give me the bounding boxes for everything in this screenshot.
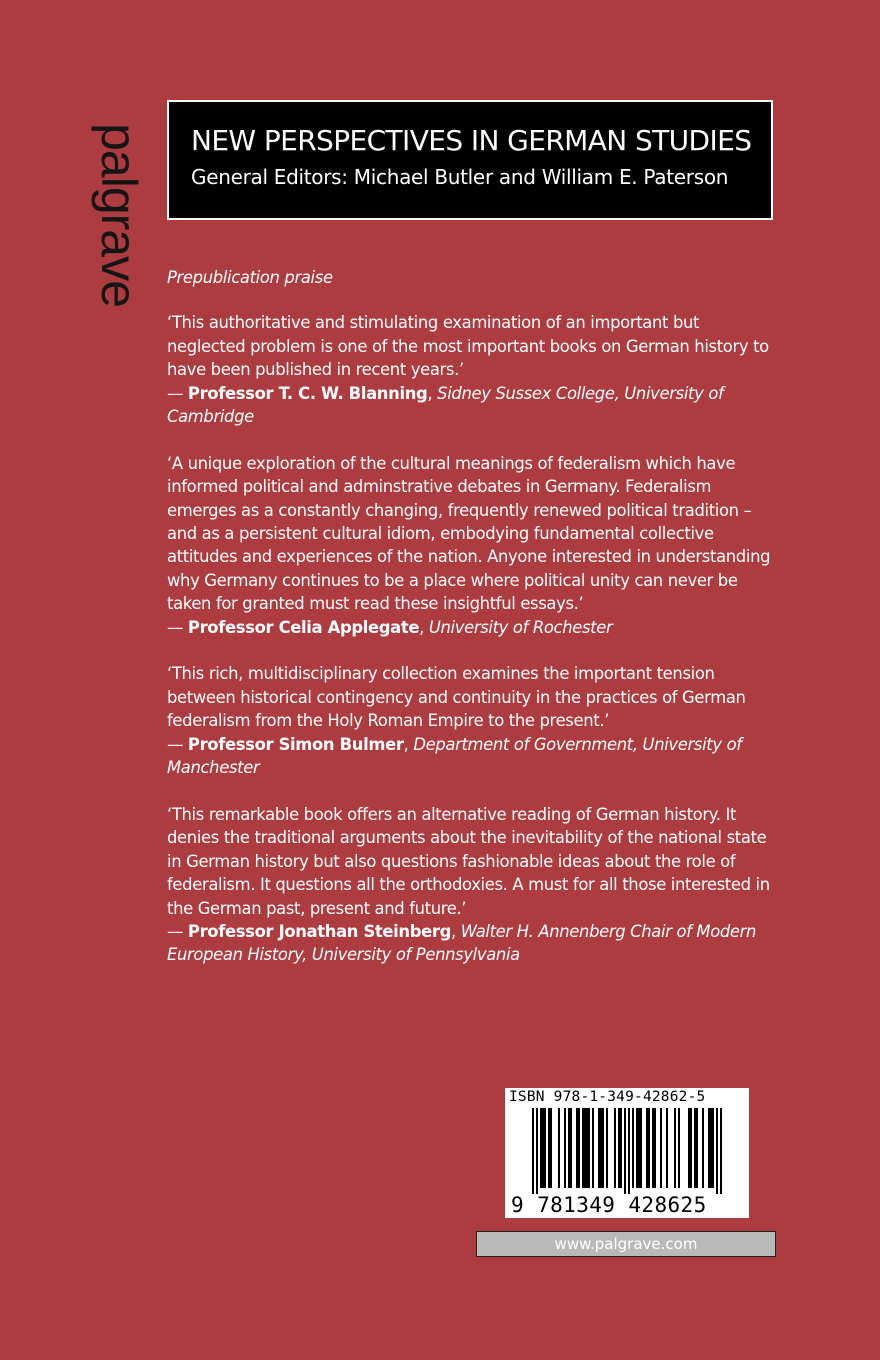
barcode-bar [586, 1108, 588, 1188]
attribution-name: Professor Jonathan Steinberg [187, 921, 452, 941]
barcode-bar [532, 1108, 534, 1194]
series-editors: General Editors: Michael Butler and William E. Paterson [191, 165, 729, 189]
barcode-bar [694, 1108, 696, 1188]
barcode-bar [544, 1108, 546, 1188]
barcode-bar [638, 1108, 640, 1188]
barcode-bar [652, 1108, 654, 1188]
attribution-dash: — [167, 383, 188, 403]
attribution-dash: — [167, 734, 188, 754]
barcode-bar [602, 1108, 604, 1188]
quote-text: ‘This remarkable book offers an alternative reading of German history. It denies the traditional arguments about the inevitability of the national state in German history but also questions fashionable ideas about the role of federalism. It questions all the orthodoxies. A must for all those interested in the German past, present and future.’ [167, 804, 770, 918]
barcode-bar [584, 1108, 586, 1188]
attribution-affiliation: University of Rochester [428, 617, 613, 637]
attribution-affiliation: Department of Government, University of Manchester [167, 734, 742, 778]
praise-heading: Prepublication praise [167, 268, 333, 287]
barcode-bar [620, 1108, 622, 1188]
barcode-bar [666, 1108, 668, 1188]
barcode-bar [632, 1108, 634, 1188]
barcode-bar [646, 1108, 648, 1188]
barcode-digits: 9 781349 428625 [511, 1193, 707, 1217]
quote-attribution: — Professor Jonathan Steinberg, Walter H. Annenberg Chair of Modern European History, University of Pennsylvania [167, 921, 757, 965]
barcode-bar [636, 1108, 638, 1188]
barcode-bar [710, 1108, 712, 1188]
barcode-bar [690, 1108, 692, 1188]
barcode-bar [570, 1108, 572, 1188]
barcode-bar [592, 1108, 594, 1188]
barcode-bar [618, 1108, 620, 1188]
praise-quote-blanning [167, 311, 777, 428]
barcode-bar [542, 1108, 544, 1188]
attribution-name: Professor Simon Bulmer [187, 734, 404, 754]
barcode-bar [548, 1108, 550, 1188]
barcode-bar [568, 1108, 570, 1188]
attribution-affiliation: Sidney Sussex College, University of Cambridge [167, 383, 724, 427]
barcode-bar [600, 1108, 602, 1188]
barcode-bar [582, 1108, 584, 1188]
barcode-bar [702, 1108, 704, 1188]
quote-attribution: — Professor Simon Bulmer, Department of Government, University of Manchester [167, 734, 742, 778]
palgrave-wordmark: palgrave [91, 123, 147, 307]
series-banner [167, 100, 773, 220]
barcode-bar [588, 1108, 590, 1188]
palgrave-logo [91, 95, 147, 335]
attribution-name: Professor Celia Applegate [187, 617, 420, 637]
barcode-bar [660, 1108, 662, 1188]
barcode-bar [614, 1108, 616, 1188]
barcode-bar [640, 1108, 642, 1188]
barcode-bar [578, 1108, 580, 1188]
barcode-bar [558, 1108, 560, 1188]
barcode-bar [598, 1108, 600, 1188]
praise-quote-applegate [167, 452, 777, 639]
barcode-bar [720, 1108, 722, 1194]
attribution-affiliation: Walter H. Annenberg Chair of Modern European History, University of Pennsylvania [167, 921, 757, 965]
barcode-bar [628, 1108, 630, 1194]
praise-quote-bulmer [167, 662, 777, 779]
quote-text: ‘A unique exploration of the cultural meanings of federalism which have informed political and adminstrative debates in Germany. Federalism emerges as a constantly changing, frequently renewed political tradition – and as a persistent cultural idiom, embodying fundamental collective attitudes and experiences of the nation. Anyone interested in understanding why Germany continues to be a place where political unity can never be taken for granted must read these insightful essays.’ [167, 453, 771, 614]
barcode-bar [712, 1108, 714, 1188]
attribution-name: Professor T. C. W. Blanning [187, 383, 428, 403]
quote-attribution: — Professor T. C. W. Blanning, Sidney Sussex College, University of Cambridge [167, 383, 724, 427]
barcode-bar [654, 1108, 656, 1188]
publisher-website: www.palgrave.com [476, 1231, 776, 1257]
barcode-bar [564, 1108, 566, 1188]
barcode-bar [648, 1108, 650, 1188]
praise-section [167, 266, 777, 990]
barcode-bars [505, 1106, 749, 1196]
barcode-bar [576, 1108, 578, 1188]
barcode-bar [696, 1108, 698, 1188]
attribution-dash: — [167, 617, 188, 637]
quote-text: ‘This authoritative and stimulating examination of an important but neglected problem is one of the most important books on German history to have been published in recent years.’ [167, 313, 769, 380]
isbn-barcode [505, 1088, 749, 1218]
barcode-bar [688, 1108, 690, 1188]
praise-quote-steinberg [167, 803, 777, 967]
barcode-bar [540, 1108, 542, 1188]
isbn-label: ISBN 978-1-349-42862-5 [509, 1089, 706, 1105]
quote-text: ‘This rich, multidisciplinary collection examines the important tension between historical contingency and continuity in the practices of German federalism from the Holy Roman Empire to the present.’ [167, 664, 746, 731]
barcode-bar [674, 1108, 676, 1188]
barcode-bar [708, 1108, 710, 1188]
barcode-bar [678, 1108, 680, 1188]
barcode-bar [536, 1108, 538, 1194]
quote-attribution: — Professor Celia Applegate, University of Rochester [167, 617, 613, 637]
barcode-bar [606, 1108, 608, 1188]
attribution-dash: — [167, 921, 188, 941]
barcode-bar [716, 1108, 718, 1194]
barcode-bar [550, 1108, 552, 1188]
barcode-bar [624, 1108, 626, 1194]
series-title: NEW PERSPECTIVES IN GERMAN STUDIES [191, 124, 752, 157]
